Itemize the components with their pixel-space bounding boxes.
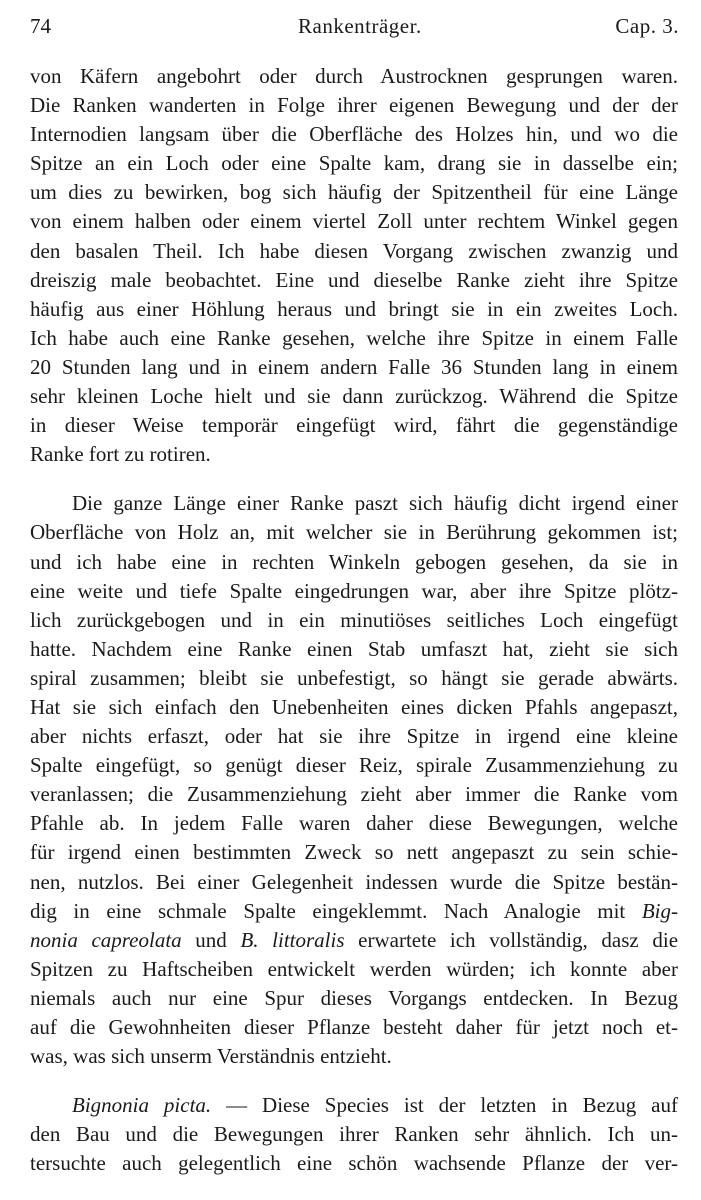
- paragraph-1: [30, 62, 678, 469]
- text-line: und ich habe eine in rechten Winkeln gebogen gesehen, da sie in: [30, 549, 678, 574]
- text-line: für irgend einen bestimmten Zweck so nett angepaszt zu sein schie-: [30, 840, 678, 865]
- species-name: B. littoralis: [240, 927, 345, 952]
- text-line: niemals auch nur eine Spur dieses Vorgangs entdecken. In Bezug: [30, 985, 678, 1010]
- text-line: von Käfern angebohrt oder durch Austrocknen gesprungen waren.: [30, 64, 678, 88]
- text-line: veranlassen; die Zusammenziehung zieht aber immer die Ranke vom: [30, 782, 678, 807]
- page-number: 74: [30, 14, 51, 38]
- text-line: häufig aus einer Höhlung heraus und bringt sie in ein zweites Loch.: [30, 296, 678, 321]
- text-line: lich zurückgebogen und in ein minutiöses seitliches Loch eingefügt: [30, 607, 678, 632]
- text-line: dreiszig male beobachtet. Eine und dieselbe Ranke zieht ihre Spitze: [30, 267, 678, 292]
- text-line: Ranke fort zu rotiren.: [30, 442, 211, 467]
- text-line: Oberfläche von Holz an, mit welcher sie in Berührung gekommen ist;: [30, 520, 678, 545]
- text-line: nen, nutzlos. Bei einer Gelegenheit indessen wurde die Spitze bestän-: [30, 869, 678, 894]
- paragraph-2: [30, 489, 678, 1071]
- text-line: um dies zu bewirken, bog sich häufig der Spitzentheil für eine Länge: [30, 180, 678, 205]
- text-line: auf die Gewohnheiten dieser Pflanze besteht daher für jetzt noch et-: [30, 1015, 678, 1039]
- text-line: eine weite und tiefe Spalte eingedrungen war, aber ihre Spitze plötz-: [30, 578, 678, 603]
- species-name: nonia capreolata: [30, 927, 182, 952]
- paragraph-gap: [30, 469, 678, 489]
- text-line: spiral zusammen; bleibt sie unbefestigt, so hängt sie gerade abwärts.: [30, 665, 678, 690]
- text-line: Bignonia picta. — Diese Species ist der letzten in Bezug auf: [72, 1093, 678, 1118]
- text-line: was, was sich unserm Verständnis entzieht.: [30, 1044, 392, 1069]
- text-line: aber nichts erfaszt, oder hat sie ihre Spitze in irgend eine kleine: [30, 724, 678, 749]
- text-line: Spitzen zu Haftscheiben entwickelt werden würden; ich konnte aber: [30, 956, 678, 981]
- text-line: den basalen Theil. Ich habe diesen Vorgang zwischen zwanzig und: [30, 238, 678, 263]
- text-line: tersuchte auch gelegentlich eine schön wachsende Pflanze der ver-: [30, 1151, 678, 1176]
- text-line: Die ganze Länge einer Ranke paszt sich häufig dicht irgend einer: [72, 491, 678, 516]
- chapter-label: Cap. 3.: [615, 14, 679, 38]
- text-line: nonia capreolata und B. littoralis erwartete ich vollständig, dasz die: [30, 927, 678, 952]
- text-line: Ich habe auch eine Ranke gesehen, welche ihre Spitze in einem Falle: [30, 325, 678, 350]
- species-name: Bignonia picta.: [72, 1093, 212, 1118]
- species-name: Big-: [641, 898, 678, 923]
- paragraph-gap: [30, 1071, 678, 1091]
- running-title: Rankenträger.: [298, 14, 422, 38]
- text-line: hatte. Nachdem eine Ranke einen Stab umfaszt hat, zieht sie sich: [30, 636, 678, 661]
- page-header: [30, 14, 679, 44]
- text-line: 20 Stunden lang und in einem andern Falle 36 Stunden lang in einem: [30, 354, 678, 379]
- text-line: Spitze an ein Loch oder eine Spalte kam, drang sie in dasselbe ein;: [30, 151, 678, 176]
- text-line: Spalte eingefügt, so genügt dieser Reiz, spirale Zusammenziehung zu: [30, 753, 678, 778]
- text-line: in dieser Weise temporär eingefügt wird, fährt die gegenständige: [30, 413, 678, 438]
- text-line: Hat sie sich einfach den Unebenheiten eines dicken Pfahls angepaszt,: [30, 694, 678, 719]
- body-text: [30, 62, 678, 1178]
- text-line: Pfahle ab. In jedem Falle waren daher diese Bewegungen, welche: [30, 811, 678, 836]
- text-line: den Bau und die Bewegungen ihrer Ranken sehr ähnlich. Ich un-: [30, 1122, 678, 1147]
- text-line: Die Ranken wanderten in Folge ihrer eigenen Bewegung und der der: [30, 93, 678, 118]
- text-line: dig in eine schmale Spalte eingeklemmt. Nach Analogie mit Big-: [30, 898, 678, 923]
- text-line: sehr kleinen Loche hielt und sie dann zurückzog. Während die Spitze: [30, 384, 678, 409]
- paragraph-3: [30, 1091, 678, 1178]
- text-line: von einem halben oder einem viertel Zoll unter rechtem Winkel gegen: [30, 209, 678, 234]
- text-line: Internodien langsam über die Oberfläche des Holzes hin, und wo die: [30, 122, 678, 147]
